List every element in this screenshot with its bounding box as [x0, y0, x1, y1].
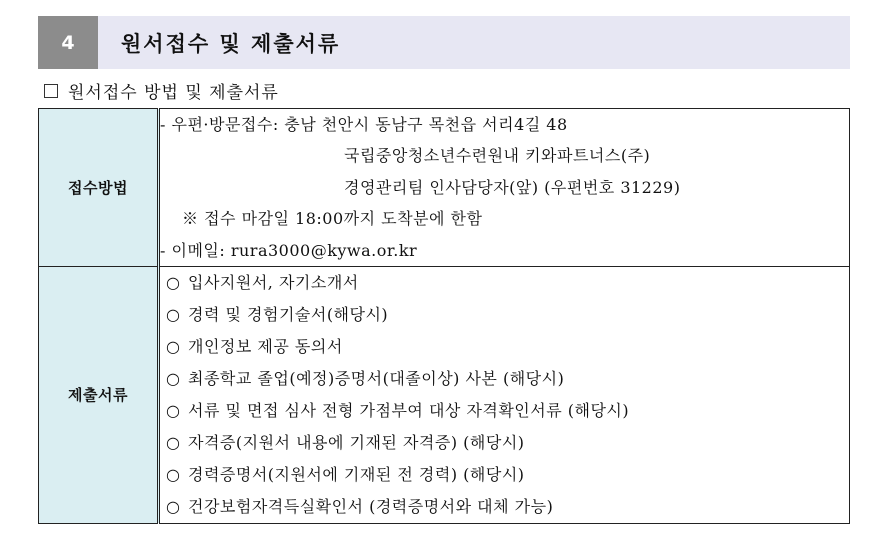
circle-bullet-icon: ○: [166, 400, 181, 420]
info-table: [38, 108, 850, 524]
circle-bullet-icon: ○: [166, 336, 181, 356]
table-row-documents: [39, 266, 850, 523]
section-title: 원서접수 및 제출서류: [121, 31, 341, 56]
email-line: - 이메일: rura3000@kywa.or.kr: [160, 240, 418, 260]
checkbox-icon: [44, 84, 58, 98]
list-item: ○ 자격증(지원서 내용에 기재된 자격증) (해당시): [160, 427, 849, 459]
list-item: ○ 입사지원서, 자기소개서: [160, 267, 849, 299]
circle-bullet-icon: ○: [166, 272, 181, 292]
section-number: 4: [38, 16, 98, 69]
list-item: ○ 개인정보 제공 동의서: [160, 331, 849, 363]
circle-bullet-icon: ○: [166, 496, 181, 516]
list-item: ○ 최종학교 졸업(예정)증명서(대졸이상) 사본 (해당시): [160, 363, 849, 395]
subheading: [44, 78, 279, 103]
list-item: ○ 경력 및 경험기술서(해당시): [160, 299, 849, 331]
address-line-3: 경영관리팀 인사담당자(앞) (우편번호 31229): [344, 177, 681, 197]
circle-bullet-icon: ○: [166, 304, 181, 324]
subheading-text: 원서접수 방법 및 제출서류: [68, 83, 279, 103]
list-item: ○ 경력증명서(지원서에 기재된 전 경력) (해당시): [160, 459, 849, 491]
circle-bullet-icon: ○: [166, 368, 181, 388]
address-line-2: 국립중앙청소년수련원내 키와파트너스(주): [344, 146, 651, 166]
documents-content: [159, 266, 850, 523]
table-row-submission-method: [39, 109, 850, 267]
label-submission-method: 접수방법: [39, 109, 159, 267]
deadline-note: ※ 접수 마감일 18:00까지 도착분에 한함: [182, 209, 483, 229]
circle-bullet-icon: ○: [166, 464, 181, 484]
label-documents: 제출서류: [39, 266, 159, 523]
list-item: ○ 서류 및 면접 심사 전형 가점부여 대상 자격확인서류 (해당시): [160, 395, 849, 427]
circle-bullet-icon: ○: [166, 432, 181, 452]
mail-visit-line: - 우편·방문접수: 충남 천안시 동남구 목천읍 서리4길 48: [160, 115, 568, 134]
list-item: ○ 건강보험자격득실확인서 (경력증명서와 대체 가능): [160, 491, 849, 523]
submission-method-content: [159, 109, 850, 267]
